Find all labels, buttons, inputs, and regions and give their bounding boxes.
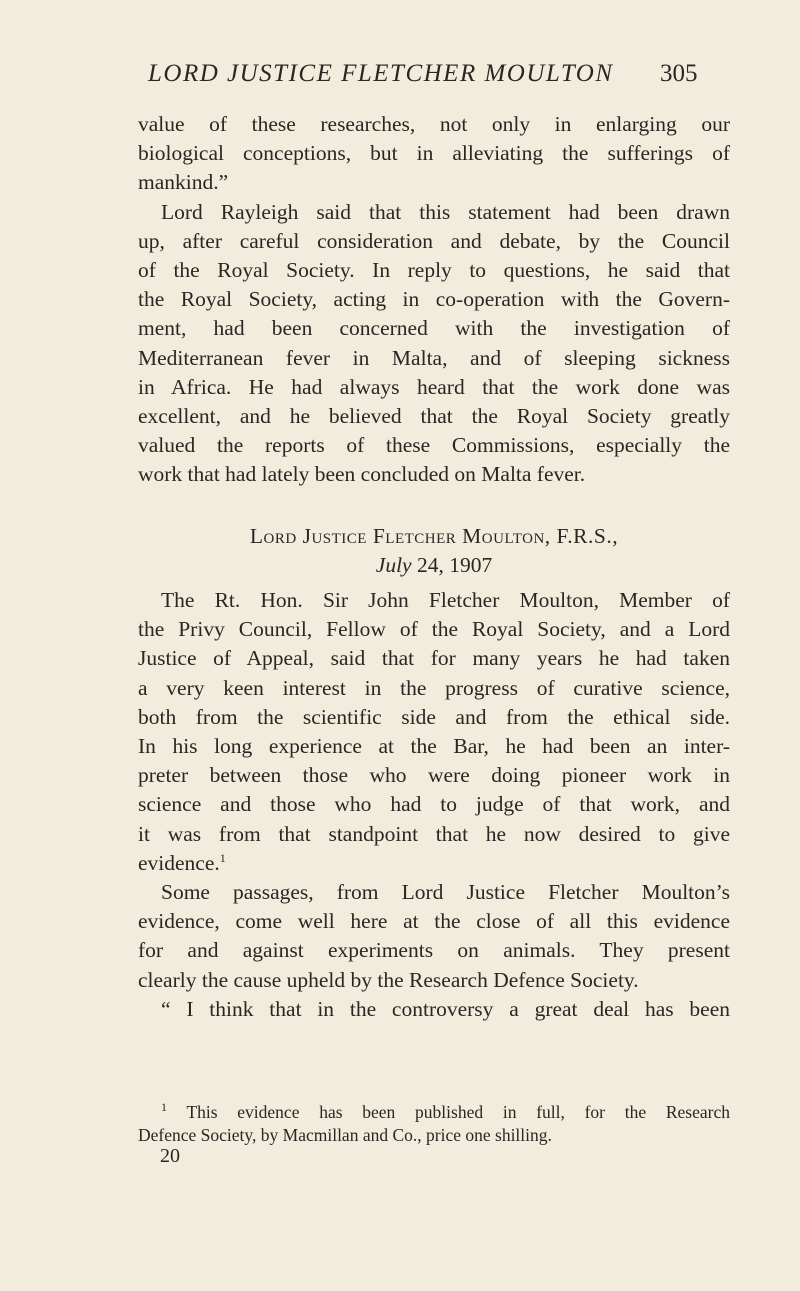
paragraph-3 (138, 586, 730, 878)
text-line: biological conceptions, but in alleviating the sufferings of (138, 141, 730, 166)
text-line: both from the scientific side and from the ethical side. (138, 704, 730, 729)
text-line: of the Royal Society. In reply to questions, he said that (138, 258, 730, 283)
running-title: LORD JUSTICE FLETCHER MOULTON (148, 60, 614, 87)
section-heading-month: July (375, 552, 412, 577)
section-heading-name: Lord Justice Fletcher Moulton, F.R.S., (249, 523, 619, 548)
text-line: it was from that standpoint that he now desired to give (138, 821, 730, 846)
paragraph-2 (138, 198, 730, 490)
text-line: the Royal Society, acting in co-operation with the Govern- (138, 287, 730, 312)
footnote-line: Defence Society, by Macmillan and Co., price one shilling. (138, 1124, 552, 1145)
text-line: excellent, and he believed that the Royal Society greatly (138, 404, 730, 429)
text-line: for and against experiments on animals. They present (138, 938, 730, 963)
text-line: up, after careful consideration and debate, by the Council (138, 228, 730, 253)
text-line: “ I think that in the controversy a great deal has been (161, 996, 730, 1021)
body-text (138, 110, 730, 1024)
footnote-line (138, 1101, 730, 1124)
text-line: valued the reports of these Commissions, especially the (138, 433, 730, 458)
running-head (0, 60, 800, 96)
paragraph-5 (138, 995, 730, 1024)
footnote-reference[interactable]: 1 (219, 850, 226, 865)
text-line: Justice of Appeal, said that for many years he had taken (138, 646, 730, 671)
text-line (138, 849, 730, 878)
text-line: mankind.” (138, 170, 229, 195)
text-line: in Africa. He had always heard that the work done was (138, 374, 730, 399)
section-gap (138, 490, 730, 522)
text-line: The Rt. Hon. Sir John Fletcher Moulton, Member of (161, 588, 730, 613)
section-heading-date-rest: 24, 1907 (416, 552, 493, 577)
text-line: value of these researches, not only in enlarging our (138, 112, 730, 136)
footnote-text: This evidence has been published in full, for the Research (186, 1102, 730, 1122)
paragraph-1 (138, 110, 730, 198)
text-line-content: evidence. (138, 850, 220, 875)
text-line: In his long experience at the Bar, he had been an inter- (138, 734, 730, 759)
page-number: 305 (660, 60, 698, 87)
section-heading (138, 522, 730, 580)
text-line: clearly the cause upheld by the Research Defence Society. (138, 967, 639, 992)
text-line: preter between those who were doing pioneer work in (138, 763, 730, 788)
text-line: science and those who had to judge of that work, and (138, 792, 730, 817)
footnotes (138, 1101, 730, 1146)
section-heading-date (138, 551, 730, 580)
footnote-marker: 1 (161, 1100, 167, 1115)
text-line: ment, had been concerned with the investigation of (138, 316, 730, 341)
text-line: Mediterranean fever in Malta, and of sleeping sickness (138, 345, 730, 370)
paragraph-4 (138, 878, 730, 995)
text-line: Some passages, from Lord Justice Fletcher Moulton’s (161, 880, 730, 905)
text-line: a very keen interest in the progress of curative science, (138, 675, 730, 700)
text-line: Lord Rayleigh said that this statement had been drawn (161, 199, 730, 224)
text-line: evidence, come well here at the close of all this evidence (138, 909, 730, 934)
text-line: the Privy Council, Fellow of the Royal Society, and a Lord (138, 617, 730, 642)
text-line: work that had lately been concluded on Malta fever. (138, 462, 586, 487)
signature-mark: 20 (160, 1145, 180, 1167)
